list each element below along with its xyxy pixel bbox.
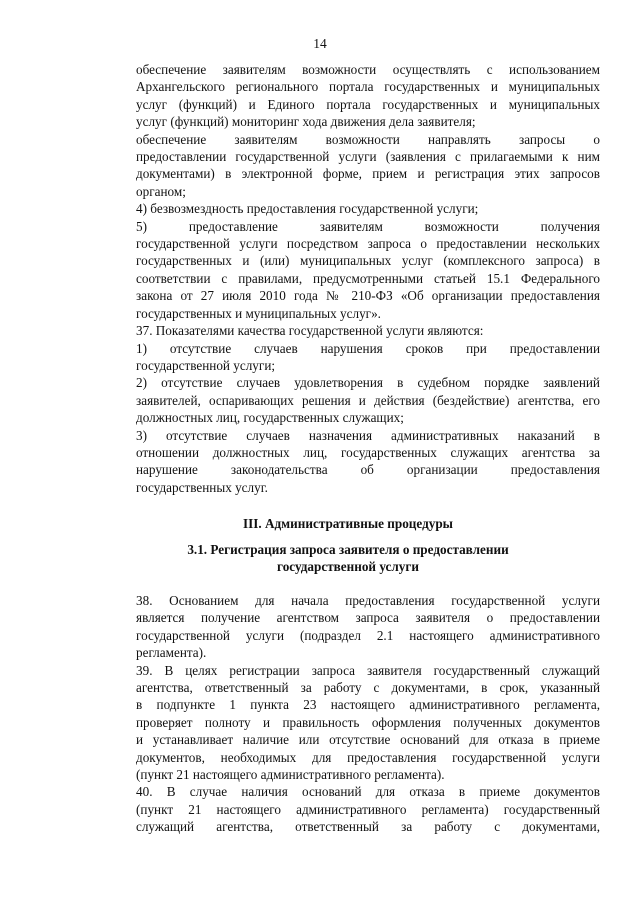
text-line: государственной услуги посредством запроса о предоставлении нескольких bbox=[136, 236, 600, 252]
text-line: в подпункте 1 пункта 23 настоящего административного регламента, bbox=[136, 697, 600, 713]
paragraph-p-37-3 bbox=[96, 427, 600, 497]
text-line: должностных лиц, государственных служащих; bbox=[136, 410, 404, 426]
text-line: 3) отсутствие случаев назначения административных наказаний в bbox=[136, 427, 600, 443]
text-line: 1) отсутствие случаев нарушения сроков при предоставлении bbox=[136, 340, 600, 356]
text-line: 2) отсутствие случаев удовлетворения в судебном порядке заявлений bbox=[136, 375, 600, 391]
subsection-heading bbox=[96, 541, 600, 576]
text-line: услуг (функций) мониторинг хода движения дела заявителя; bbox=[136, 114, 476, 130]
text-line: нарушение законодательства об организации предоставления bbox=[136, 462, 600, 478]
text-line: документов, необходимых для предоставления государственной услуги bbox=[136, 749, 600, 765]
paragraph-p-free bbox=[96, 200, 600, 217]
text-line: 5) предоставление заявителям возможности получения bbox=[136, 218, 600, 234]
text-line: закона от 27 июля 2010 года № 210-ФЗ «Об организации предоставления bbox=[136, 288, 600, 304]
text-line: 38. Основанием для начала предоставления государственной услуги bbox=[136, 593, 600, 608]
text-line: 4) безвозмездность предоставления государственной услуги; bbox=[136, 201, 479, 217]
text-line: Архангельского регионального портала государственных и муниципальных bbox=[136, 79, 600, 95]
text-line: государственной услуги (подраздел 2.1 настоящего административного bbox=[136, 627, 600, 643]
text-line: 39. В целях регистрации запроса заявителя государственный служащий bbox=[136, 662, 600, 678]
paragraph-p-electronic bbox=[96, 131, 600, 201]
paragraph-p-37 bbox=[96, 322, 600, 339]
top-body bbox=[96, 61, 600, 496]
paragraph-p-monitoring bbox=[96, 61, 600, 131]
text-line: заявителей, оспаривающих решения и действия (бездействие) агентства, его bbox=[136, 392, 600, 408]
text-line: государственной услуги; bbox=[136, 357, 276, 373]
text-line: 37. Показателями качества государственной услуги являются: bbox=[136, 323, 484, 339]
text-line: государственных и муниципальных услуг». bbox=[136, 305, 381, 321]
text-line: государственных услуг. bbox=[136, 479, 268, 495]
text-line: и устанавливает наличие или отсутствие оснований для отказа в приеме bbox=[136, 732, 600, 748]
text-line: обеспечение заявителям возможности направлять запросы о bbox=[136, 131, 600, 147]
paragraph-p-37-1 bbox=[96, 340, 600, 375]
text-line: государственных и (или) муниципальных услуг (комплексного запроса) в bbox=[136, 253, 600, 269]
text-line: обеспечение заявителям возможности осуществлять с использованием bbox=[136, 62, 600, 77]
text-line: регламента). bbox=[136, 645, 207, 661]
subsection-heading-line: государственной услуги bbox=[277, 559, 419, 575]
text-line: (пункт 21 настоящего административного регламента) государственный bbox=[136, 801, 600, 817]
text-line: проверяет полноту и правильность оформления полученных документов bbox=[136, 714, 600, 730]
text-line: органом; bbox=[136, 183, 186, 199]
page-number: 14 bbox=[313, 36, 327, 51]
text-line: (пункт 21 настоящего административного регламента). bbox=[136, 767, 445, 783]
bottom-body bbox=[96, 592, 600, 836]
text-line: услуг (функций) и Единого портала государственных и муниципальных bbox=[136, 96, 600, 112]
paragraph-p-38 bbox=[96, 592, 600, 662]
text-line: является получение агентством запроса заявителя о предоставлении bbox=[136, 610, 600, 626]
text-line: предоставлении государственной услуги (заявления с прилагаемыми к ним bbox=[136, 149, 600, 165]
text-line: 40. В случае наличия оснований для отказа в приеме документов bbox=[136, 784, 600, 800]
text-line: соответствии с правилами, предусмотренными статьей 15.1 Федерального bbox=[136, 270, 600, 286]
paragraph-p-37-2 bbox=[96, 374, 600, 426]
paragraph-p-complex bbox=[96, 218, 600, 322]
section-heading: III. Административные процедуры bbox=[243, 516, 453, 531]
paragraph-p-40 bbox=[96, 783, 600, 835]
text-line: агентства, ответственный за работу с документами, в срок, указанный bbox=[136, 680, 600, 696]
text-line: документами) в электронной форме, прием и регистрация этих запросов bbox=[136, 166, 600, 182]
text-line: отношении должностных лиц, государственных служащих агентства за bbox=[136, 444, 600, 460]
paragraph-p-39 bbox=[96, 662, 600, 784]
text-line: служащий агентства, ответственный за работу с документами, bbox=[136, 819, 600, 835]
subsection-heading-line: 3.1. Регистрация запроса заявителя о предоставлении bbox=[187, 542, 509, 557]
